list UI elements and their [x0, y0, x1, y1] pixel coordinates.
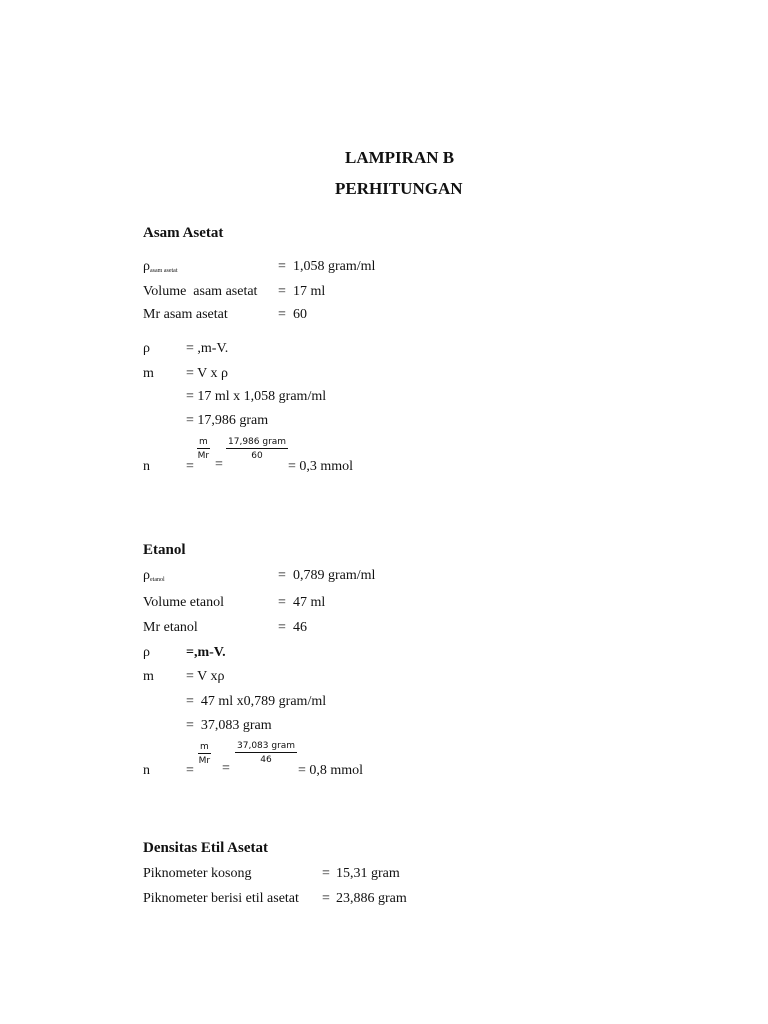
- equals-sign: =: [215, 457, 223, 472]
- piknometer-kosong-label: Piknometer kosong: [143, 866, 252, 881]
- page-title: LAMPIRAN B: [345, 148, 455, 167]
- equals-sign: =: [278, 568, 286, 583]
- formula-rho-label: ρ: [143, 341, 150, 356]
- formula-n-label: n: [143, 763, 150, 778]
- formula-m-label: m: [143, 366, 154, 381]
- mr-asam-asetat-value: 60: [293, 307, 307, 322]
- fraction-mass-over-mr: [235, 741, 297, 765]
- fraction-numerator: 37,083 gram: [237, 741, 296, 751]
- formula-m-substitution: = 47 ml x0,789 gram/ml: [186, 694, 327, 709]
- fraction-denominator: Mr: [197, 451, 210, 461]
- rho-asam-asetat-value: 1,058 gram/ml: [293, 259, 376, 274]
- volume-etanol-value: 47 ml: [293, 595, 326, 610]
- rho-subscript: etanol: [150, 577, 165, 583]
- fraction-mass-over-mr: [226, 437, 288, 461]
- rho-symbol: ρ: [143, 259, 150, 274]
- formula-rho-label: ρ: [143, 645, 150, 660]
- rho-symbol: ρ: [143, 568, 150, 583]
- volume-etanol-label: Volume etanol: [143, 595, 225, 610]
- fraction-numerator: 17,986 gram: [228, 437, 287, 447]
- formula-rho-value: = ,m-V.: [186, 341, 229, 356]
- volume-asam-asetat-label: Volume asam asetat: [143, 284, 258, 299]
- equals-sign: =: [186, 763, 194, 778]
- rho-asam-asetat-label: [143, 259, 178, 275]
- fraction-denominator: Mr: [198, 756, 211, 766]
- page-subtitle: PERHITUNGAN: [335, 179, 463, 198]
- piknometer-berisi-value: 23,886 gram: [336, 891, 407, 906]
- formula-m-result: = 17,986 gram: [186, 413, 269, 428]
- formula-m-label: m: [143, 669, 154, 684]
- fraction-denominator: 60: [251, 451, 263, 461]
- formula-m-value: = V xρ: [186, 669, 225, 684]
- formula-m-value: = V x ρ: [186, 366, 228, 381]
- equals-sign: =: [322, 891, 330, 906]
- fraction-m-over-mr: [198, 742, 211, 766]
- equals-sign: =: [222, 761, 230, 776]
- fraction-numerator: m: [200, 742, 209, 752]
- fraction-numerator: m: [199, 437, 208, 447]
- equals-sign: =: [278, 620, 286, 635]
- piknometer-berisi-label: Piknometer berisi etil asetat: [143, 891, 299, 906]
- equals-sign: =: [278, 307, 286, 322]
- equals-sign: =: [278, 595, 286, 610]
- section-heading-etanol: Etanol: [143, 542, 186, 558]
- mr-etanol-value: 46: [293, 620, 307, 635]
- fraction-m-over-mr: [197, 437, 210, 461]
- volume-asam-asetat-value: 17 ml: [293, 284, 326, 299]
- equals-sign: =: [186, 459, 194, 474]
- rho-etanol-label: [143, 568, 165, 584]
- mr-etanol-label: Mr etanol: [143, 620, 198, 635]
- formula-n-result: = 0,8 mmol: [298, 763, 364, 778]
- formula-rho-value: =,m-V.: [186, 645, 226, 660]
- section-heading-asam-asetat: Asam Asetat: [143, 225, 224, 241]
- fraction-denominator: 46: [260, 755, 272, 765]
- piknometer-kosong-value: 15,31 gram: [336, 866, 400, 881]
- equals-sign: =: [278, 259, 286, 274]
- formula-n-label: n: [143, 459, 150, 474]
- equals-sign: =: [322, 866, 330, 881]
- equals-sign: =: [278, 284, 286, 299]
- mr-asam-asetat-label: Mr asam asetat: [143, 307, 228, 322]
- section-heading-densitas: Densitas Etil Asetat: [143, 840, 268, 856]
- rho-etanol-value: 0,789 gram/ml: [293, 568, 376, 583]
- rho-subscript: asam asetat: [150, 268, 178, 274]
- formula-n-result: = 0,3 mmol: [288, 459, 354, 474]
- formula-m-substitution: = 17 ml x 1,058 gram/ml: [186, 389, 327, 404]
- formula-m-result: = 37,083 gram: [186, 718, 272, 733]
